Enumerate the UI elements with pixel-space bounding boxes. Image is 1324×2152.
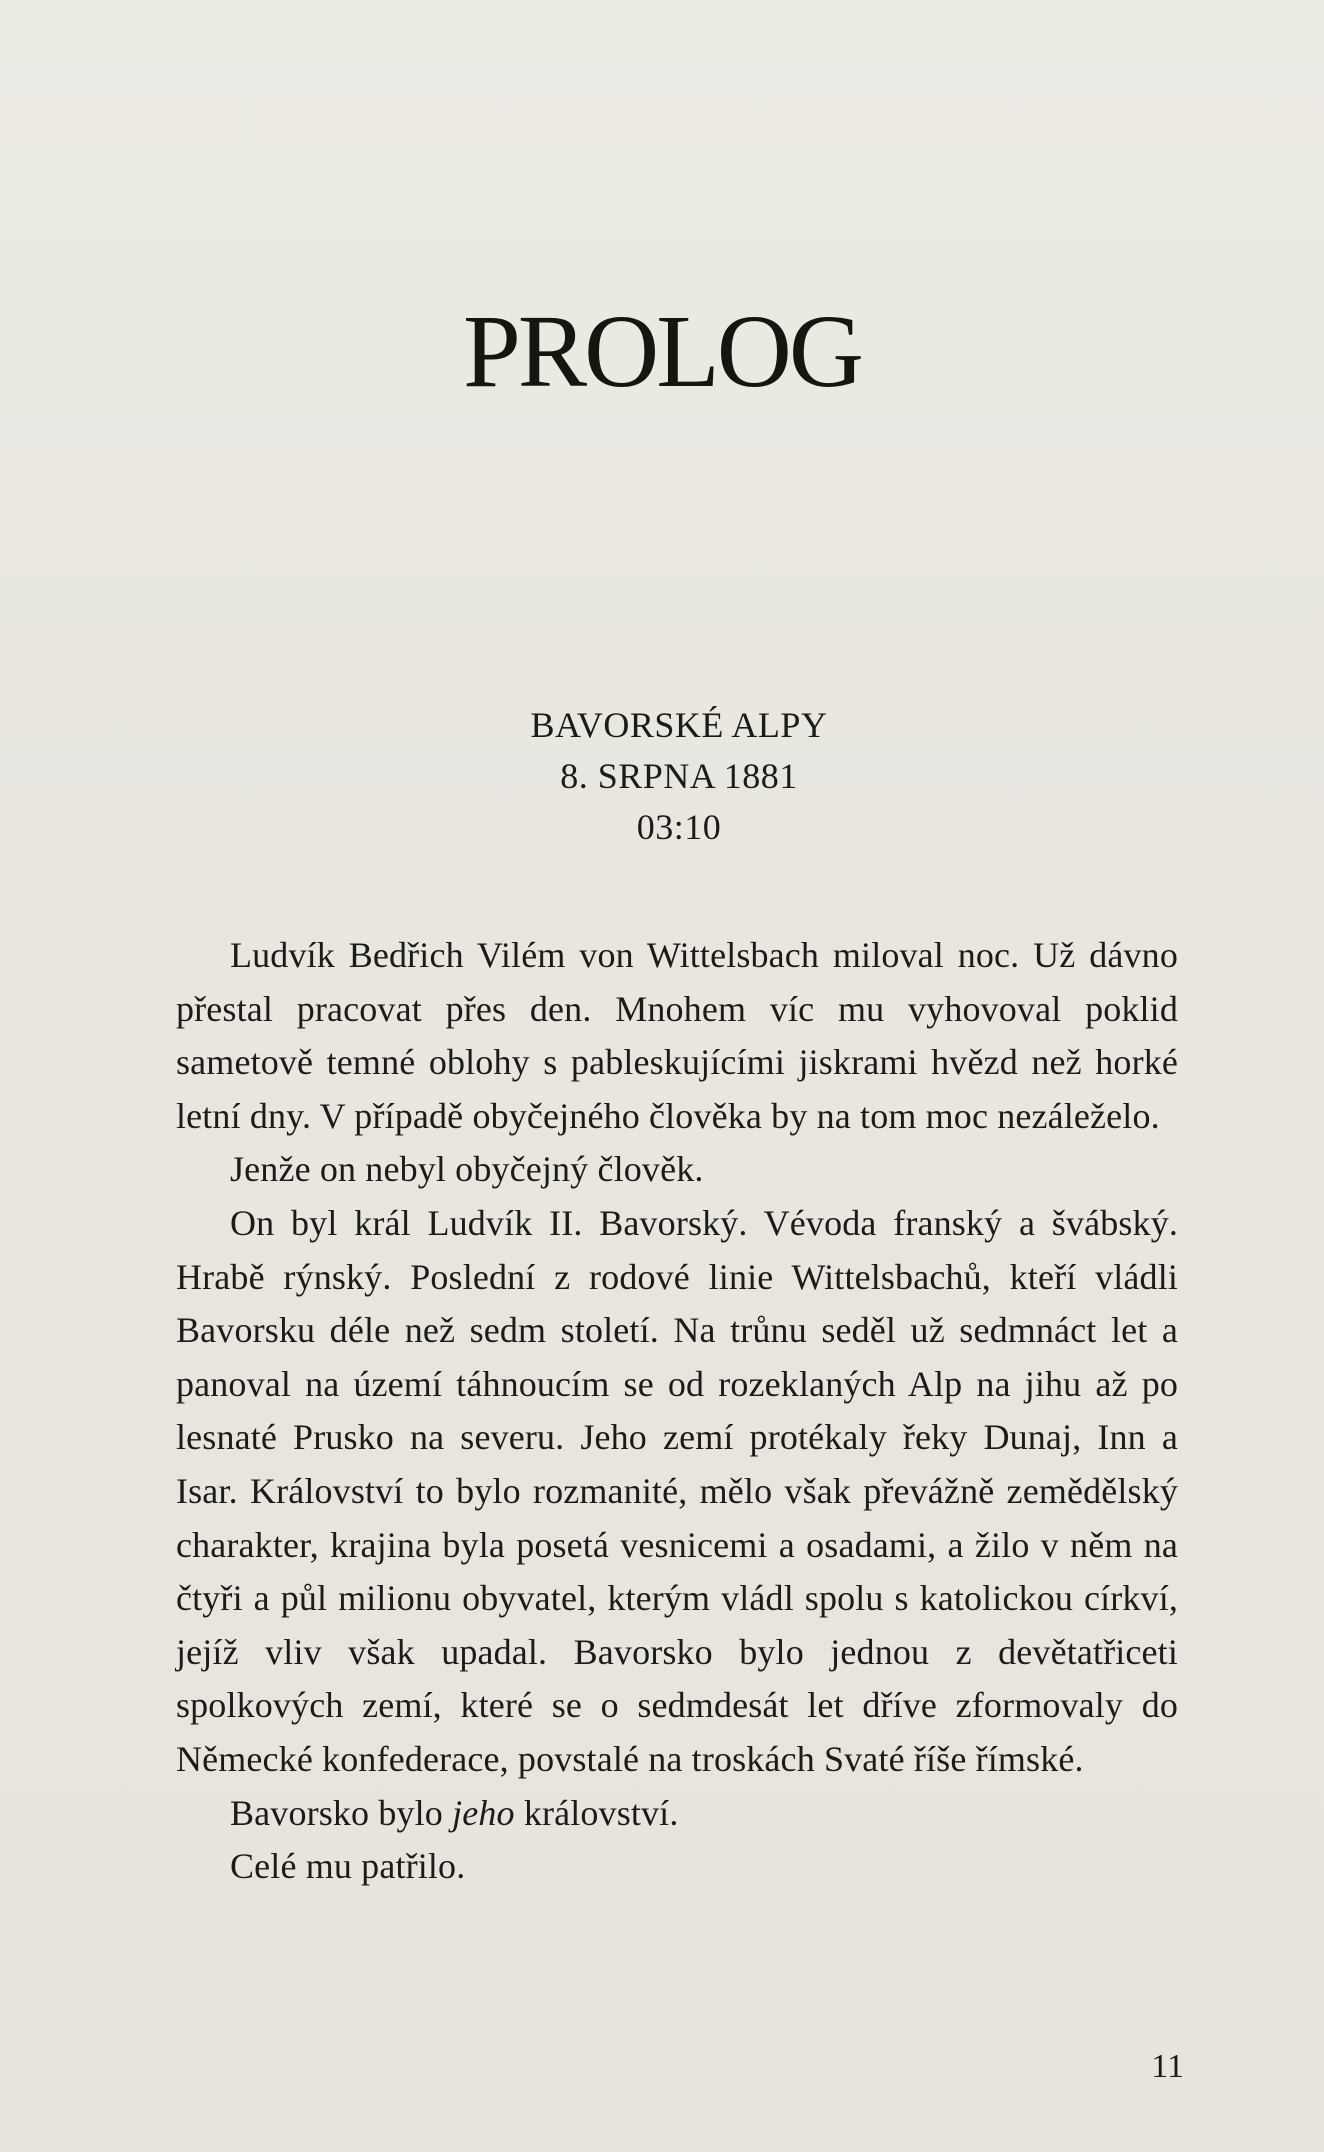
text-run: Bavorsko bylo	[230, 1792, 453, 1833]
page-number: 11	[1151, 2048, 1184, 2085]
paragraph-kingdom	[176, 1787, 1178, 1841]
text-run: království.	[514, 1792, 679, 1833]
body-text	[176, 929, 1178, 1894]
dateline	[0, 700, 1324, 853]
dateline-place: BAVORSKÉ ALPY	[530, 705, 828, 745]
dateline-time: 03:10	[636, 807, 722, 847]
paragraph: Jenže on nebyl obyčejný člověk.	[230, 1149, 704, 1190]
paragraph: Ludvík Bedřich Vilém von Wittelsbach miloval noc. Už dávno přestal pracovat přes den. Mnohem víc mu vyhovoval poklid sametově temné oblohy s pableskujícími jiskrami hvězd než horké letní dny. V případě obyčejného člověka by na tom moc nezáleželo.	[176, 935, 1178, 1136]
chapter-title: PROLOG	[462, 294, 862, 409]
paragraph: On byl král Ludvík II. Bavorský. Vévoda franský a švábský. Hrabě rýnský. Poslední z rodové linie Wittelsbachů, kteří vládli Bavorsku déle než sedm století. Na trůnu seděl už sedmnáct let a panoval na území táhnoucím se od rozeklaných Alp na jihu až po lesnaté Prusko na severu. Jeho zemí protékaly řeky Dunaj, Inn a Isar. Království to bylo rozmanité, mělo však převážně zemědělský charakter, krajina byla posetá vesnicemi a osadami, a žilo v něm na čtyři a půl milionu obyvatel, kterým vládl spolu s katolickou církví, jejíž vliv však upadal. Bavorsko bylo jednou z devětatřiceti spolkových zemí, které se o sedmdesát let dříve zformovaly do Německé konfederace, povstalé na troskách Svaté říše římské.	[176, 1202, 1178, 1779]
paragraph-final: Celé mu patřilo.	[230, 1846, 466, 1887]
dateline-date: 8. SRPNA 1881	[560, 756, 798, 796]
emphasis-text: jeho	[452, 1792, 515, 1833]
